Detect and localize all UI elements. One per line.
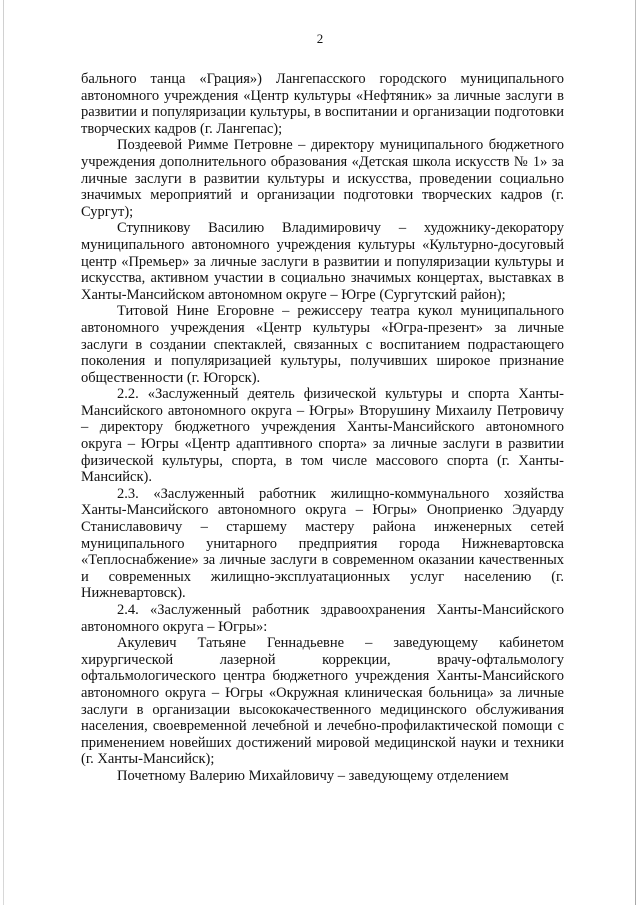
paragraph-titova: Титовой Нине Егоровне – режиссеру театра кукол муниципального автономного учреждения «Центр культуры «Югра-презент» за личные заслуги в создании спектаклей, связанных с воспитанием подрастающего поколения и популяризацией культуры, получивших широкое признание общественности (г. Югорск).: [81, 303, 564, 386]
scan-edge-right: [635, 0, 636, 905]
paragraph-stupnikov: Ступникову Василию Владимировичу – художнику-декоратору муниципального автономного учреждения культуры «Культурно-досуговый центр «Премьер» за личные заслуги в развитии и популяризации культуры и искусства, активном участии в социально значимых концертах, выставках в Ханты-Мансийском автономном округе – Югре (Сургутский район);: [81, 220, 564, 303]
document-body: [81, 71, 564, 785]
paragraph-pochetny: Почетному Валерию Михайловичу – заведующему отделением: [117, 767, 509, 784]
paragraph-gratsiya: бального танца «Грация») Лангепасского городского муниципального автономного учреждения «Центр культуры «Нефтяник» за личные заслуги в развитии и популяризации культуры, в воспитании и организации подготовки творческих кадров (г. Лангепас);: [81, 71, 564, 137]
paragraph-section-2-3: 2.3. «Заслуженный работник жилищно-коммунального хозяйства Ханты-Мансийского автономного округа – Югры» Оноприенко Эдуарду Станиславовичу – старшему мастеру района инженерных сетей муниципального унитарного предприятия города Нижневартовска «Теплоснабжение» за личные заслуги в современном оказании качественных и современных жилищно-эксплуатационных услуг населению (г. Нижневартовск).: [81, 485, 564, 602]
paragraph-section-2-4: 2.4. «Заслуженный работник здравоохранения Ханты-Мансийского автономного округа – Югры»:: [81, 602, 564, 635]
paragraph-pozdeeva: Поздеевой Римме Петровне – директору муниципального бюджетного учреждения дополнительного образования «Детская школа искусств № 1» за личные заслуги в развитии культуры и искусства, проведении социально значимых мероприятий и организации подготовки творческих кадров (г. Сургут);: [81, 137, 564, 220]
page-number: 2: [316, 31, 324, 46]
paragraph-akulevich: Акулевич Татьяне Геннадьевне – заведующему кабинетом хирургической лазерной коррекции, врачу-офтальмологу офтальмологического центра бюджетного учреждения Ханты-Мансийского автономного округа – Югры «Окружная клиническая больница» за личные заслуги в организации высококачественного медицинского обслуживания населения, своевременной лечебной и лечебно-профилактической помощи с применением новейших достижений мировой медицинской науки и техники (г. Ханты-Мансийск);: [81, 635, 564, 768]
paragraph-section-2-2: 2.2. «Заслуженный деятель физической культуры и спорта Ханты-Мансийского автономного округа – Югры» Вторушину Михаилу Петровичу – директору бюджетного учреждения Ханты-Мансийского автономного округа – Югры «Центр адаптивного спорта» за личные заслуги в развитии физической культуры, спорта, в том числе массового спорта (г. Ханты-Мансийск).: [81, 386, 564, 486]
scan-edge-left: [3, 0, 4, 905]
